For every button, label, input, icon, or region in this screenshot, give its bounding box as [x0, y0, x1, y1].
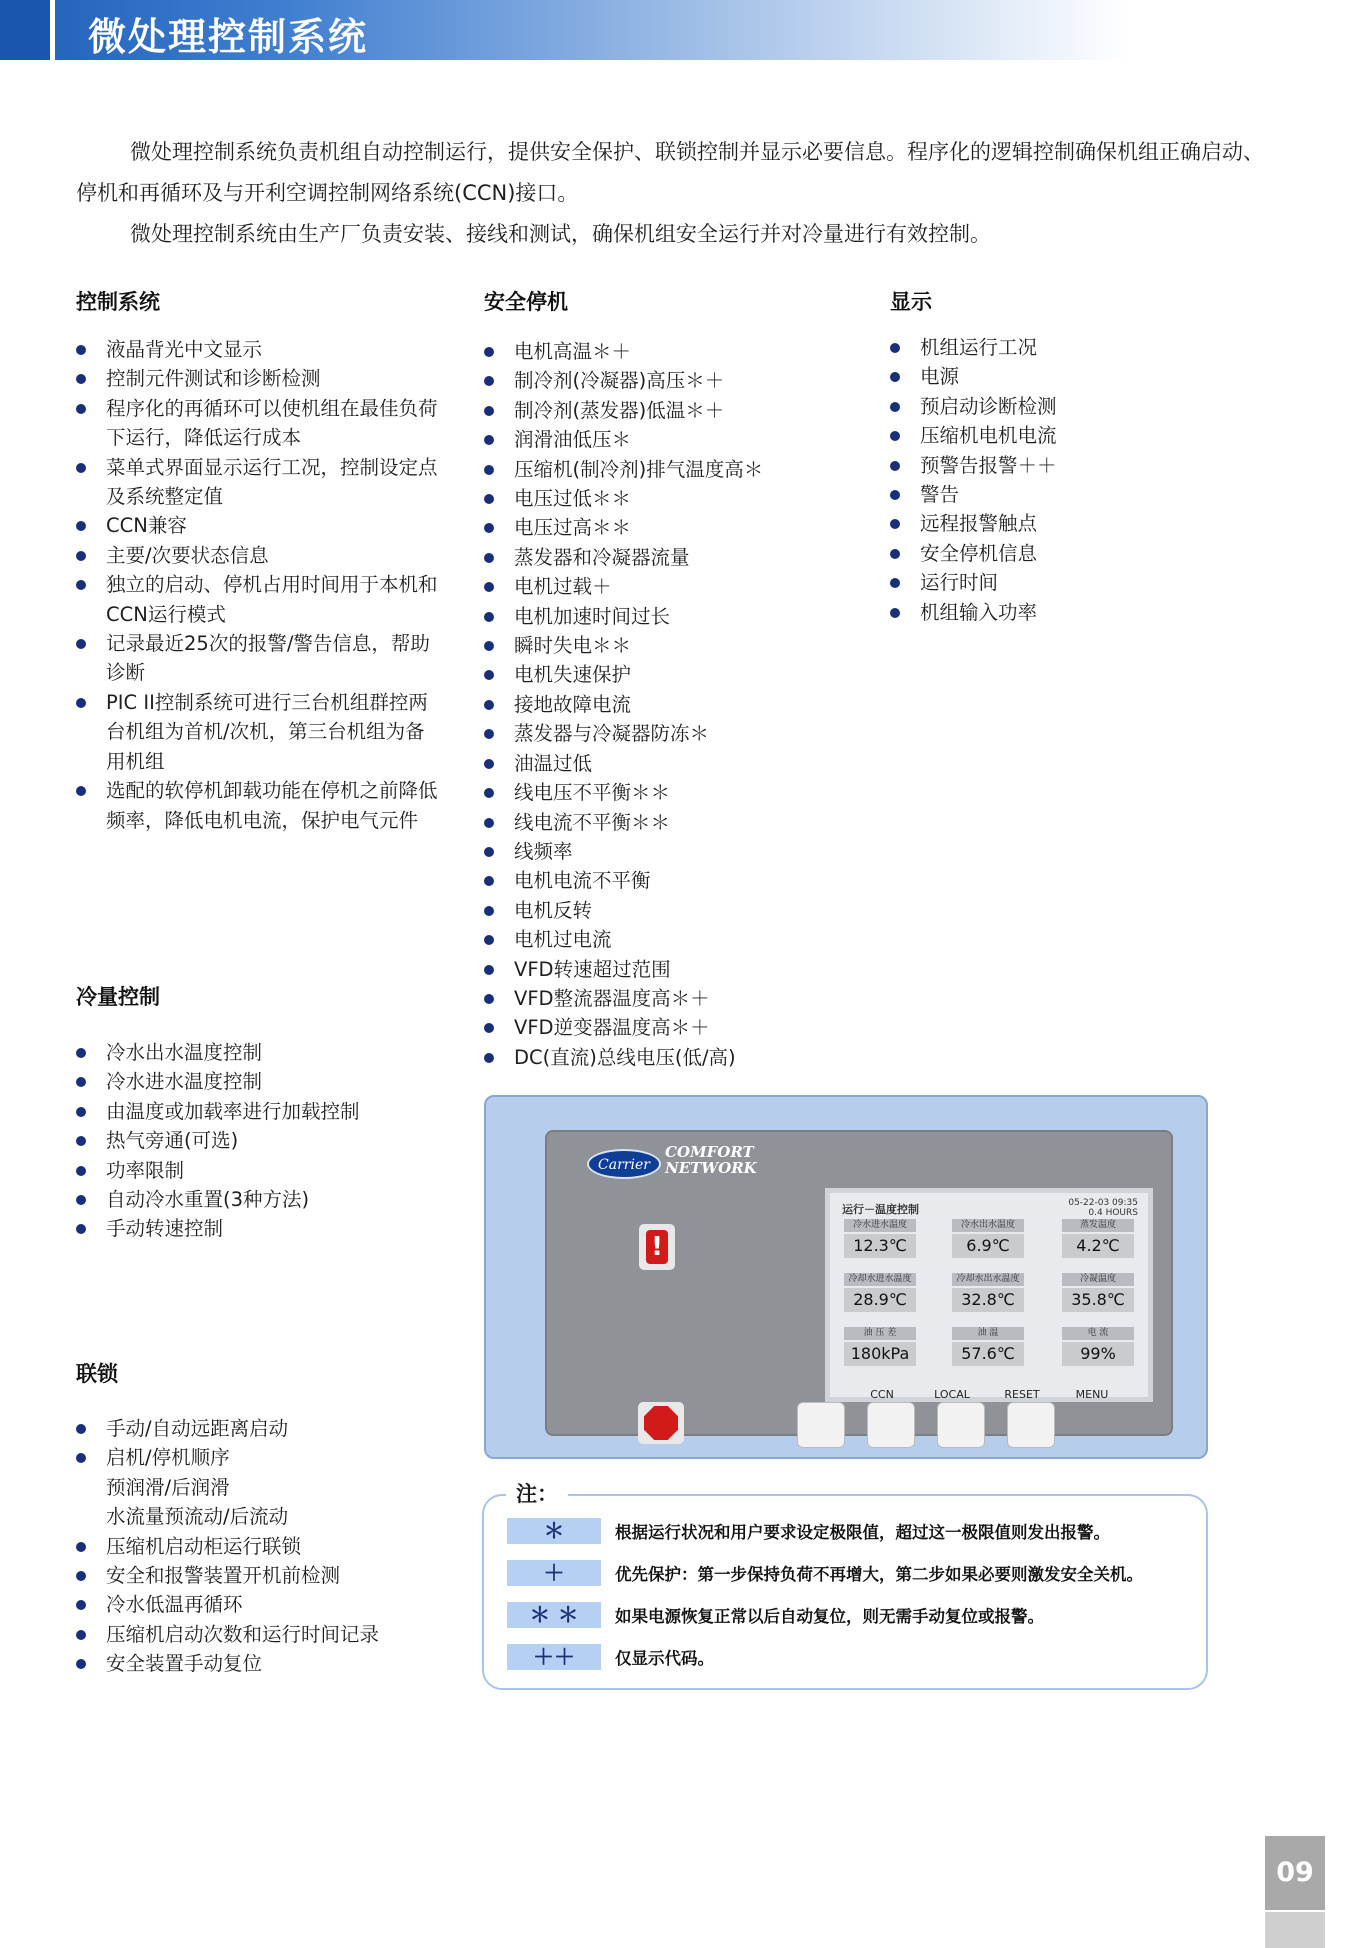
- controller-face: [545, 1130, 1173, 1436]
- list-item: 电机反转: [484, 896, 864, 925]
- list-item: VFD逆变器温度高＊＋: [484, 1013, 864, 1042]
- note-text: 仅显示代码。: [615, 1649, 714, 1668]
- reading-label: 蒸发温度: [1062, 1219, 1134, 1232]
- reading-label: 冷水进水温度: [844, 1219, 916, 1232]
- list-item: 预启动诊断检测: [890, 392, 1220, 421]
- list-item: 预警告报警＋＋: [890, 451, 1220, 480]
- list-item: 电压过低＊＊: [484, 484, 864, 513]
- note-text: 优先保护：第一步保持负荷不再增大，第二步如果必要则激发安全关机。: [615, 1565, 1143, 1584]
- reading-value: 28.9℃: [844, 1288, 916, 1312]
- list-item: 冷水低温再循环: [76, 1590, 438, 1619]
- list-item: 选配的软停机卸载功能在停机之前降低频率，降低电机电流，保护电气元件: [76, 776, 438, 835]
- reading-label: 冷却水进水温度: [844, 1273, 916, 1286]
- list-item: 机组运行工况: [890, 333, 1220, 362]
- list-item: 润滑油低压＊: [484, 425, 864, 454]
- stop-button: [638, 1402, 684, 1444]
- section-title-display: 显示: [890, 290, 932, 314]
- section-title-interlock: 联锁: [76, 1362, 118, 1386]
- softkey-button: [937, 1402, 985, 1448]
- list-item: 安全停机信息: [890, 539, 1220, 568]
- reading-value: 6.9℃: [952, 1234, 1024, 1258]
- softkey-label: CCN: [870, 1388, 894, 1401]
- reading-label: 油 压 差: [844, 1327, 916, 1340]
- list-item: 线电流不平衡＊＊: [484, 808, 864, 837]
- list-item: 控制元件测试和诊断检测: [76, 364, 438, 393]
- list-item: 水流量预流动/后流动: [106, 1505, 289, 1529]
- reading-cell: [844, 1219, 916, 1263]
- list-item: 远程报警触点: [890, 509, 1220, 538]
- screen-date: 05-22-03 09:35: [1068, 1198, 1138, 1208]
- reading-value: 4.2℃: [1062, 1234, 1134, 1258]
- reading-value: 12.3℃: [844, 1234, 916, 1258]
- list-item: 菜单式界面显示运行工况，控制设定点及系统整定值: [76, 453, 438, 512]
- list-item: 运行时间: [890, 568, 1220, 597]
- list-item: 预润滑/后润滑: [106, 1475, 230, 1499]
- reading-label: 冷水出水温度: [952, 1219, 1024, 1232]
- page-number-bar: [1265, 1912, 1325, 1948]
- section-title-safety-shutdown: 安全停机: [484, 290, 568, 314]
- softkey-button: [867, 1402, 915, 1448]
- softkey-button: [797, 1402, 845, 1448]
- reading-label: 油 温: [952, 1327, 1024, 1340]
- header-accent-bar: [0, 0, 50, 60]
- list-item: 独立的启动、停机占用时间用于本机和CCN运行模式: [76, 570, 438, 629]
- reading-label: 冷却水出水温度: [952, 1273, 1024, 1286]
- list-item: 电源: [890, 362, 1220, 391]
- note-symbol: ＋: [507, 1560, 601, 1586]
- list-item: 电机失速保护: [484, 660, 864, 689]
- reading-value: 99%: [1062, 1342, 1134, 1366]
- reading-value: 35.8℃: [1062, 1288, 1134, 1312]
- softkey-label: MENU: [1075, 1388, 1109, 1401]
- list-item: 主要/次要状态信息: [76, 541, 438, 570]
- list-item: 警告: [890, 480, 1220, 509]
- alarm-indicator: [639, 1224, 675, 1270]
- list-item: 安全装置手动复位: [76, 1649, 438, 1678]
- reading-cell: [1062, 1219, 1134, 1263]
- list-item: 压缩机电机电流: [890, 421, 1220, 450]
- screen-hours: 0.4 HOURS: [1088, 1208, 1138, 1218]
- logo-line: COMFORT: [665, 1143, 754, 1161]
- list-item: 电机电流不平衡: [484, 866, 864, 895]
- list-item: 蒸发器与冷凝器防冻＊: [484, 719, 864, 748]
- list-item: 蒸发器和冷凝器流量: [484, 543, 864, 572]
- reading-cell: [1062, 1327, 1134, 1371]
- list-item: 电机过载＋: [484, 572, 864, 601]
- reading-cell: [1062, 1273, 1134, 1317]
- list-item: 电压过高＊＊: [484, 513, 864, 542]
- note-symbol: ＊ ＊: [507, 1602, 601, 1628]
- list-item: 热气旁通(可选): [76, 1126, 438, 1155]
- list-item: 自动冷水重置(3种方法): [76, 1185, 438, 1214]
- list-item: 线频率: [484, 837, 864, 866]
- list-item: 制冷剂(冷凝器)高压＊＋: [484, 366, 864, 395]
- note-symbol: ＊: [507, 1518, 601, 1544]
- alarm-icon: !: [646, 1230, 668, 1264]
- reading-cell: [952, 1327, 1024, 1371]
- safety-shutdown-list: [484, 337, 864, 1072]
- page-number: 09: [1265, 1836, 1325, 1910]
- list-item: 安全和报警装置开机前检测: [76, 1561, 438, 1590]
- list-item: 冷水出水温度控制: [76, 1038, 438, 1067]
- control-system-list: [76, 335, 438, 835]
- list-item: 启机/停机顺序: [76, 1443, 438, 1472]
- header-divider: [50, 0, 55, 60]
- display-list: [890, 333, 1220, 627]
- list-item: 手动/自动远距离启动: [76, 1414, 438, 1443]
- lcd-screen: [825, 1188, 1153, 1402]
- list-item: 电机过电流: [484, 925, 864, 954]
- reading-cell: [952, 1273, 1024, 1317]
- intro-paragraph: 微处理控制系统由生产厂负责安装、接线和测试，确保机组安全运行并对冷量进行有效控制。: [130, 222, 991, 246]
- interlock-list: [76, 1414, 438, 1679]
- reading-value: 180kPa: [844, 1342, 916, 1366]
- comfort-network-logo: [665, 1144, 757, 1176]
- screen-timestamp: [1068, 1198, 1138, 1218]
- list-item: 液晶背光中文显示: [76, 335, 438, 364]
- list-item: DC(直流)总线电压(低/高): [484, 1043, 864, 1072]
- logo-line: NETWORK: [665, 1159, 757, 1177]
- list-item: 制冷剂(蒸发器)低温＊＋: [484, 396, 864, 425]
- reading-cell: [844, 1327, 916, 1371]
- list-item: 机组输入功率: [890, 598, 1220, 627]
- list-item: VFD转速超过范围: [484, 955, 864, 984]
- list-item: 功率限制: [76, 1156, 438, 1185]
- list-item: 电机高温＊＋: [484, 337, 864, 366]
- list-item: 程序化的再循环可以使机组在最佳负荷下运行，降低运行成本: [76, 394, 438, 453]
- section-title-capacity-control: 冷量控制: [76, 985, 160, 1009]
- page-title: 微处理控制系统: [88, 15, 369, 59]
- softkey-button: [1007, 1402, 1055, 1448]
- list-item: PIC II控制系统可进行三台机组群控两台机组为首机/次机，第三台机组为备用机组: [76, 688, 438, 776]
- list-item: 压缩机启动次数和运行时间记录: [76, 1620, 438, 1649]
- notes-title: 注：: [506, 1478, 568, 1508]
- list-item: 记录最近25次的报警/警告信息，帮助诊断: [76, 629, 438, 688]
- list-item: 瞬时失电＊＊: [484, 631, 864, 660]
- reading-label: 电 流: [1062, 1327, 1134, 1340]
- list-item: 由温度或加载率进行加载控制: [76, 1097, 438, 1126]
- reading-label: 冷凝温度: [1062, 1273, 1134, 1286]
- list-item: 油温过低: [484, 749, 864, 778]
- intro-paragraph: 微处理控制系统负责机组自动控制运行，提供安全保护、联锁控制并显示必要信息。程序化的逻辑控制确保机组正确启动、停机和再循环及与开利空调控制网络系统(CCN)接口。: [76, 140, 1264, 205]
- reading-value: 57.6℃: [952, 1342, 1024, 1366]
- list-item: 接地故障电流: [484, 690, 864, 719]
- reading-cell: [844, 1273, 916, 1317]
- capacity-control-list: [76, 1038, 438, 1244]
- section-title-control-system: 控制系统: [76, 290, 160, 314]
- note-text: 如果电源恢复正常以后自动复位，则无需手动复位或报警。: [615, 1607, 1044, 1626]
- controller-panel-image: [484, 1095, 1208, 1459]
- list-item: 压缩机(制冷剂)排气温度高＊: [484, 455, 864, 484]
- screen-title: 运行－温度控制: [842, 1203, 919, 1216]
- softkey-label: RESET: [1004, 1388, 1040, 1401]
- note-symbol: ＋＋: [507, 1644, 601, 1670]
- intro-text: [76, 132, 1266, 255]
- list-item: 冷水进水温度控制: [76, 1067, 438, 1096]
- list-item: 线电压不平衡＊＊: [484, 778, 864, 807]
- note-text: 根据运行状况和用户要求设定极限值，超过这一极限值则发出报警。: [615, 1523, 1110, 1542]
- list-item: 手动转速控制: [76, 1214, 438, 1243]
- reading-cell: [952, 1219, 1024, 1263]
- carrier-logo: Carrier: [587, 1149, 661, 1179]
- stop-icon: [644, 1406, 678, 1440]
- list-item: CCN兼容: [76, 511, 438, 540]
- list-item: 压缩机启动柜运行联锁: [76, 1532, 438, 1561]
- list-item: VFD整流器温度高＊＋: [484, 984, 864, 1013]
- softkey-label: LOCAL: [934, 1388, 970, 1401]
- reading-value: 32.8℃: [952, 1288, 1024, 1312]
- list-item: 电机加速时间过长: [484, 602, 864, 631]
